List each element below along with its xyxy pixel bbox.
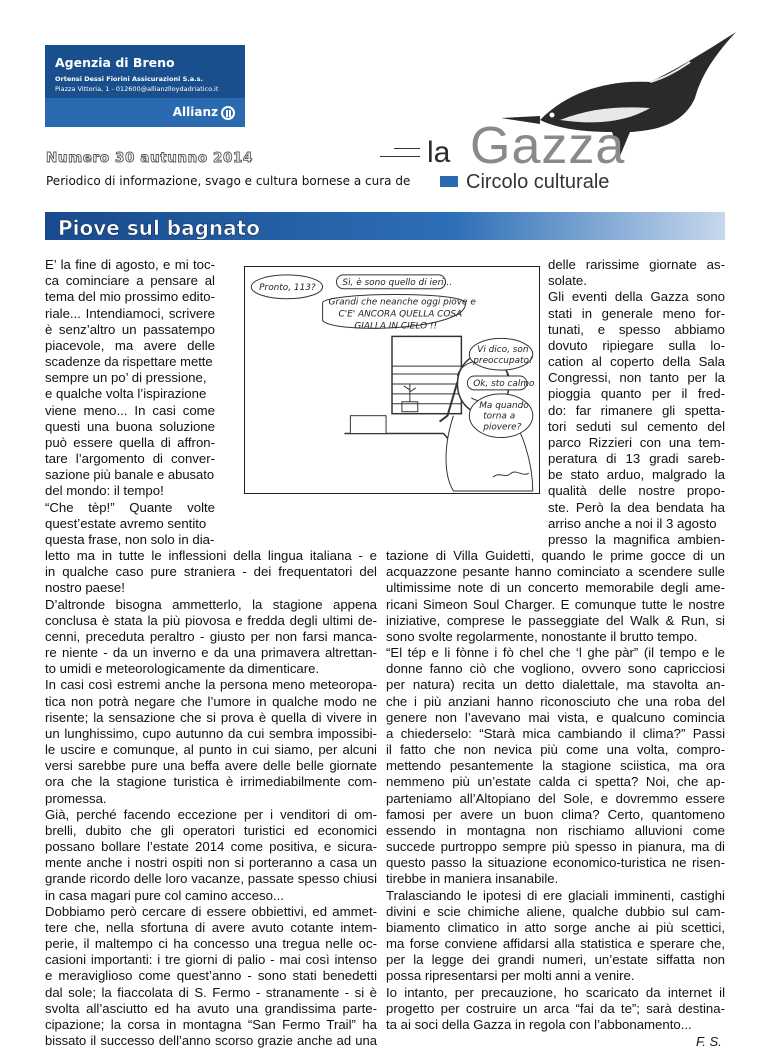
- body-text-line: arriso anche a noi il 3 agosto: [548, 515, 717, 531]
- body-text-line: peratura di 13 gradi sareb-: [548, 451, 725, 467]
- body-text-line: brelli, dubito che gli operatori turistici ed economici: [45, 822, 377, 838]
- body-text-line: ste. Però la dea bendata ha: [548, 499, 725, 515]
- body-text-line: progetto per costruire un arca “fai da te”; sarà destina-: [386, 1000, 725, 1016]
- body-text-line: divini e scie chimiche aliene, qualche dubbio sul cam-: [386, 903, 725, 919]
- body-text-line: cipazione; la corsa in montagna “San Fermo Trail” ha: [45, 1016, 377, 1032]
- body-text-line: ricani Simeon Soul Charger. E comunque tutte le nostre: [386, 596, 725, 612]
- body-text-line: mente anche i nostri ospiti non si porteranno a casa un: [45, 855, 377, 871]
- body-text-line: casioni importanti: i tre giorni di palio - mai così intenso: [45, 952, 377, 968]
- agency-title: Agenzia di Breno: [55, 55, 175, 70]
- cartoon-bubble-6: preoccupato!: [473, 356, 533, 367]
- body-text-line: che i più anziani hanno riconosciuto che una roba del: [386, 693, 725, 709]
- allianz-strip: [45, 98, 245, 127]
- body-text-line: Già, perché facendo eccezione per i venditori di om-: [45, 806, 377, 822]
- body-text-line: grande ricordo delle loro vacanze, passate spesso chiusi: [45, 871, 377, 887]
- agency-address: Piazza Vittoria, 1 - 012600@allianzlloydadriatico.it: [55, 85, 219, 93]
- body-text-line: e qualche volta l’ispirazione: [45, 386, 207, 402]
- body-text-line: dovuto ripiegare sulla lo-: [548, 337, 725, 353]
- body-text-line: conclusa è stata la più piovosa e fredda degli ultimi de-: [45, 612, 377, 628]
- body-text-line: succede purtroppo sempre più spesso in pianura, ma di: [386, 839, 725, 855]
- body-text-line: famosi per avere un buon clima? Certo, quantomeno: [386, 806, 725, 822]
- cartoon-bubble-10: piovere?: [483, 422, 522, 433]
- body-text-line: parco Rizzieri con una tem-: [548, 434, 725, 450]
- agency-company: Ortensi Dessi Fiorini Assicurazioni S.a.s.: [55, 75, 203, 83]
- body-text-line: Gli eventi della Gazza sono: [548, 289, 725, 305]
- brand-accent-block: [440, 176, 458, 187]
- body-text-line: acquazzone pesante hanno cominciato a scendere sulle: [386, 564, 725, 580]
- brand-article: la: [427, 136, 451, 169]
- body-text-line: tunati, e spesso abbiamo: [548, 321, 725, 337]
- issue-number: Numero 30 autunno 2014: [46, 150, 254, 166]
- body-text-line: solate.: [548, 273, 587, 289]
- body-text-line: a chiederselo: “Starà mica cambiando il clima?” Passi: [386, 725, 725, 741]
- body-text-line: E’ la fine di agosto, e mi toc-: [45, 257, 215, 272]
- body-text-line: be stato arduo, malgrado la: [548, 467, 725, 483]
- body-text-line: In casi così estremi anche la persona meno meteoropa-: [45, 677, 377, 693]
- brand-rule-long: [380, 156, 420, 157]
- body-text-line: perie, il maltempo ci ha concesso una tregua nelle oc-: [45, 936, 377, 952]
- body-text-line: stati in generale meno for-: [548, 305, 725, 321]
- article-signature: F. S.: [696, 1034, 722, 1049]
- body-text-line: sono svolte regolarmente, nonostante il brutto tempo.: [386, 628, 698, 644]
- body-text-line: tere che, nella sfortuna di avere avuto cotante intem-: [45, 919, 377, 935]
- body-text-line: ultimissime note di un concerto memorabile degli ame-: [386, 580, 725, 596]
- body-text-line: qualità delle nostre propo-: [548, 483, 725, 499]
- cartoon-bubble-0: Pronto, 113?: [259, 282, 316, 293]
- body-text-line: questi una buona soluzione: [45, 418, 215, 434]
- cartoon-bubble-9: torna a: [483, 411, 516, 422]
- body-text-line: ca cominciare a pensare al: [45, 273, 215, 289]
- body-text-line: tazione di Villa Guidetti, quando le prime gocce di un: [386, 548, 725, 564]
- body-text-line: svolta all’asciutto ed ha avuto una grandissima parte-: [45, 1000, 377, 1016]
- body-text-line: in qualche caso pure straniera - dei frequentatori del: [45, 564, 377, 580]
- cartoon-bubble-3: C'E' ANCORA QUELLA COSA: [338, 309, 463, 320]
- body-text-line: e meraviglioso come quest’anno - sono stati benedetti: [45, 968, 377, 984]
- body-text-line: Dobbiamo però cercare di essere obbiettivi, ed ammet-: [45, 903, 377, 919]
- body-text-line: sempre un po’ di pressione,: [45, 370, 207, 386]
- body-text-line: per natura) recita un detto dialettale, ma stavolta an-: [386, 677, 725, 693]
- cartoon-bubble-7: Ok, sto calmo: [473, 378, 535, 389]
- body-text-line: tirebbe in maniera insanabile.: [386, 871, 559, 887]
- body-text-line: possano bollare l’estate 2014 come positiva, e sicura-: [45, 839, 377, 855]
- body-text-line: cenni, preceduta peraltro - giusto per non farsi manca-: [45, 628, 377, 644]
- body-text-line: tica non potrà negare che l’umore in qualche modo ne: [45, 693, 377, 709]
- body-text-line: quest’estate avremo sentito: [45, 515, 207, 531]
- allianz-eagle-icon: [221, 106, 235, 120]
- body-text-line: Tralasciando le ipotesi di ere glaciali imminenti, castighi: [386, 887, 725, 903]
- body-text-line: possa ripresentarsi per molti anni a venire.: [386, 968, 635, 984]
- body-text-line: presso la magnifica ambien-: [548, 531, 725, 547]
- cartoon-bubble-8: Ma quando: [479, 400, 529, 411]
- body-text-line: scadenze da rispettare mette: [45, 354, 213, 370]
- body-text-line: re niente - da un inverno e da una primavera altrettan-: [45, 645, 377, 661]
- body-text-line: questa frase, non solo in dia-: [45, 531, 215, 547]
- body-text-line: Congressi, non tanto per la: [548, 370, 725, 386]
- body-text-line: cation al coperto della Sala: [548, 354, 725, 370]
- body-text-line: questo passo la situazione economico-turistica ne risen-: [386, 855, 725, 871]
- body-text-line: ta ai soci della Gazza in regola con l’abbonamento...: [386, 1016, 692, 1032]
- cartoon-bubble-1: Sì, è sono quello di ieri...: [342, 277, 453, 288]
- body-text-line: tare l’argomento di conver-: [45, 451, 215, 467]
- body-text-line: nemmeno più un’estate calda ci spetta? Noi, che ap-: [386, 774, 725, 790]
- article-title: Piove sul bagnato: [58, 216, 260, 240]
- body-text-line: to umidi e meteorologicamente da dimenticare.: [45, 661, 320, 677]
- body-text-line: D’altronde bisogna ammetterlo, la stagione appena: [45, 596, 377, 612]
- body-text-line: delle rarissime giornate as-: [548, 257, 725, 272]
- body-text-line: può essere quella di affron-: [45, 434, 215, 450]
- body-text-line: bissato il successo dell’anno scorso grazie anche ad una: [45, 1033, 377, 1049]
- body-text-line: versi sarebbe pure una beffa avere delle belle giornate: [45, 758, 377, 774]
- body-text-line: iniziative, comprese le passeggiate del Walk & Run, si: [386, 612, 725, 628]
- brand-circolo: Circolo culturale: [466, 171, 610, 193]
- body-text-line: genere non l’avevano mai vista, e qualcuno comincia: [386, 709, 725, 725]
- body-text-line: ma forse conviene affidarsi alla statistica e sperare che,: [386, 936, 725, 952]
- body-text-line: essendo in montagna non rischiamo alluvioni come: [386, 822, 725, 838]
- allianz-logo: Allianz: [173, 105, 235, 120]
- body-text-line: piacevole, ma avere delle: [45, 337, 215, 353]
- body-text-line: ora che la stagione turistica è irrimediabilmente com-: [45, 774, 377, 790]
- body-text-line: Io intanto, per precauzione, ho scaricato da internet il: [386, 984, 725, 1000]
- body-text-line: donne fanno ciò che vogliono, ovvero sono capricciosi: [386, 661, 725, 677]
- body-text-line: un lunghissimo, cupo autunno da cui sembra impossibi-: [45, 725, 377, 741]
- body-text-line: tori seduti sul cemento del: [548, 418, 725, 434]
- body-text-line: pioggia quanto per il fred-: [548, 386, 725, 402]
- body-text-line: risente; la sensazione che si prova è quella di vivere in: [45, 709, 377, 725]
- body-text-line: in casa magari pure col camino acceso...: [45, 887, 284, 903]
- cartoon-bubble-4: GIALLA IN CIELO !!: [354, 321, 438, 332]
- body-text-line: sazione più banale e abusato: [45, 467, 215, 483]
- brand-rule-short: [394, 148, 420, 149]
- body-text-line: letto ma in tutte le inflessioni della lingua italiana - e: [45, 548, 377, 564]
- body-text-line: dal sole; la fiaccolata di S. Fermo - stranamente - si è: [45, 984, 377, 1000]
- body-text-line: per la legge dei grandi numeri, un’estate siffatta non: [386, 952, 725, 968]
- body-text-line: tema del mio prossimo edito-: [45, 289, 215, 305]
- cartoon-bubble-2: Grandi che neanche oggi piove e: [328, 297, 476, 308]
- body-text-line: parteniamo all’Altopiano del Sole, e dovremmo essere: [386, 790, 725, 806]
- body-text-line: biamento climatico in atto sorge anche ai più scettici,: [386, 919, 725, 935]
- periodical-subtitle: Periodico di informazione, svago e cultura bornese a cura de: [46, 174, 411, 188]
- body-text-line: del mondo: il tempo!: [45, 483, 164, 499]
- body-text-line: “El tép e li fònne i fò chel che ‘l ghe pàr” (il tempo e le: [386, 645, 725, 661]
- body-text-line: do: far rimanere gli spetta-: [548, 402, 725, 418]
- body-text-line: promessa.: [45, 790, 107, 806]
- body-text-line: il fatto che non nevica più come una volta, compro-: [386, 742, 725, 758]
- body-text-line: le uscire e comunque, al punto in cui siamo, per alcuni: [45, 742, 377, 758]
- phone-call-cartoon: [244, 266, 540, 494]
- body-text-line: “Che tèp!” Quante volte: [45, 499, 215, 515]
- brand-name: Gazza: [470, 117, 626, 175]
- body-text-line: viene meno... In casi come: [45, 402, 215, 418]
- body-text-line: mettendo pesantemente la stagione sciistica, ma ora: [386, 758, 725, 774]
- body-text-line: riale... Intendiamoci, scrivere: [45, 305, 215, 321]
- body-text-line: nostro paese!: [45, 580, 125, 596]
- body-text-line: è senz’altro un passatempo: [45, 321, 215, 337]
- cartoon-bubble-5: Vi dico, son: [477, 345, 529, 356]
